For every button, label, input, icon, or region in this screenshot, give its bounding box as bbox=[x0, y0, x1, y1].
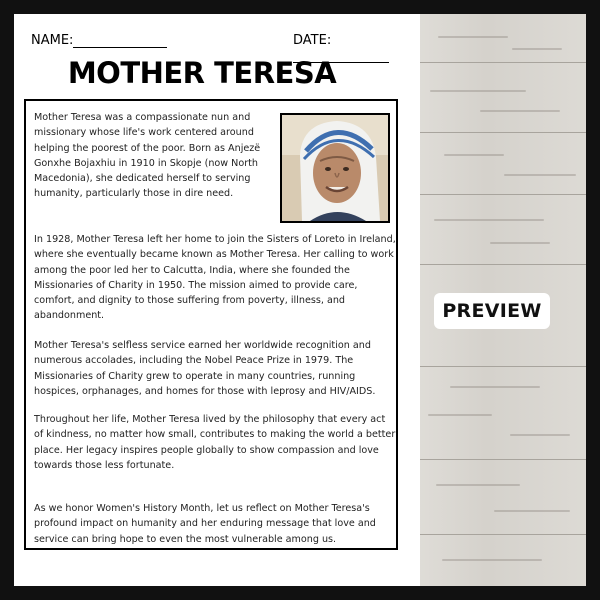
paragraph-1: Mother Teresa was a compassionate nun and missionary whose life's work centered around helping the poorest of the poor. Born as Anjezë Gonxhe Bojaxhiu in 1910 in Skopje (now North Macedonia), she dedicated herself to serving humanity, particularly those in dire need. bbox=[34, 112, 261, 200]
paragraph-3: Mother Teresa's selfless service earned her worldwide recognition and numerous accolades, including the Nobel Peace Prize in 1979. The Missionaries of Charity grew to operate in many countries, running hospices, orphanages, and homes for those with leprosy and HIV/AIDS. bbox=[34, 340, 376, 397]
paragraph-2: In 1928, Mother Teresa left her home to join the Sisters of Loreto in Ireland, where she eventually became known as Mother Teresa. Her calling to work among the poor led her to Calcutta, India, where she founded the Missionaries of Charity in 1950. The mission aimed to provide care, comfort, and dignity to those suffering from poverty, illness, and abandonment. bbox=[34, 234, 396, 322]
portrait-icon bbox=[282, 115, 388, 221]
date-label: DATE: bbox=[293, 33, 332, 48]
portrait-photo bbox=[280, 113, 390, 223]
page-title: MOTHER TERESA bbox=[67, 56, 337, 90]
name-field[interactable] bbox=[31, 33, 167, 48]
paragraph-5: As we honor Women's History Month, let us reflect on Mother Teresa's profound impact on humanity and her enduring message that love and service can bring hope to even the most vulnerable among us. bbox=[34, 503, 376, 545]
name-line bbox=[73, 35, 167, 48]
paragraph-4: Throughout her life, Mother Teresa lived by the philosophy that every act of kindness, no matter how small, contributes to making the world a better place. Her legacy inspires people globally to show compassion and love towards those less fortunate. bbox=[34, 414, 396, 471]
worksheet-page bbox=[14, 14, 420, 586]
preview-badge: PREVIEW bbox=[434, 293, 550, 329]
reading-passage-box bbox=[24, 99, 398, 550]
name-label: NAME: bbox=[31, 33, 74, 48]
